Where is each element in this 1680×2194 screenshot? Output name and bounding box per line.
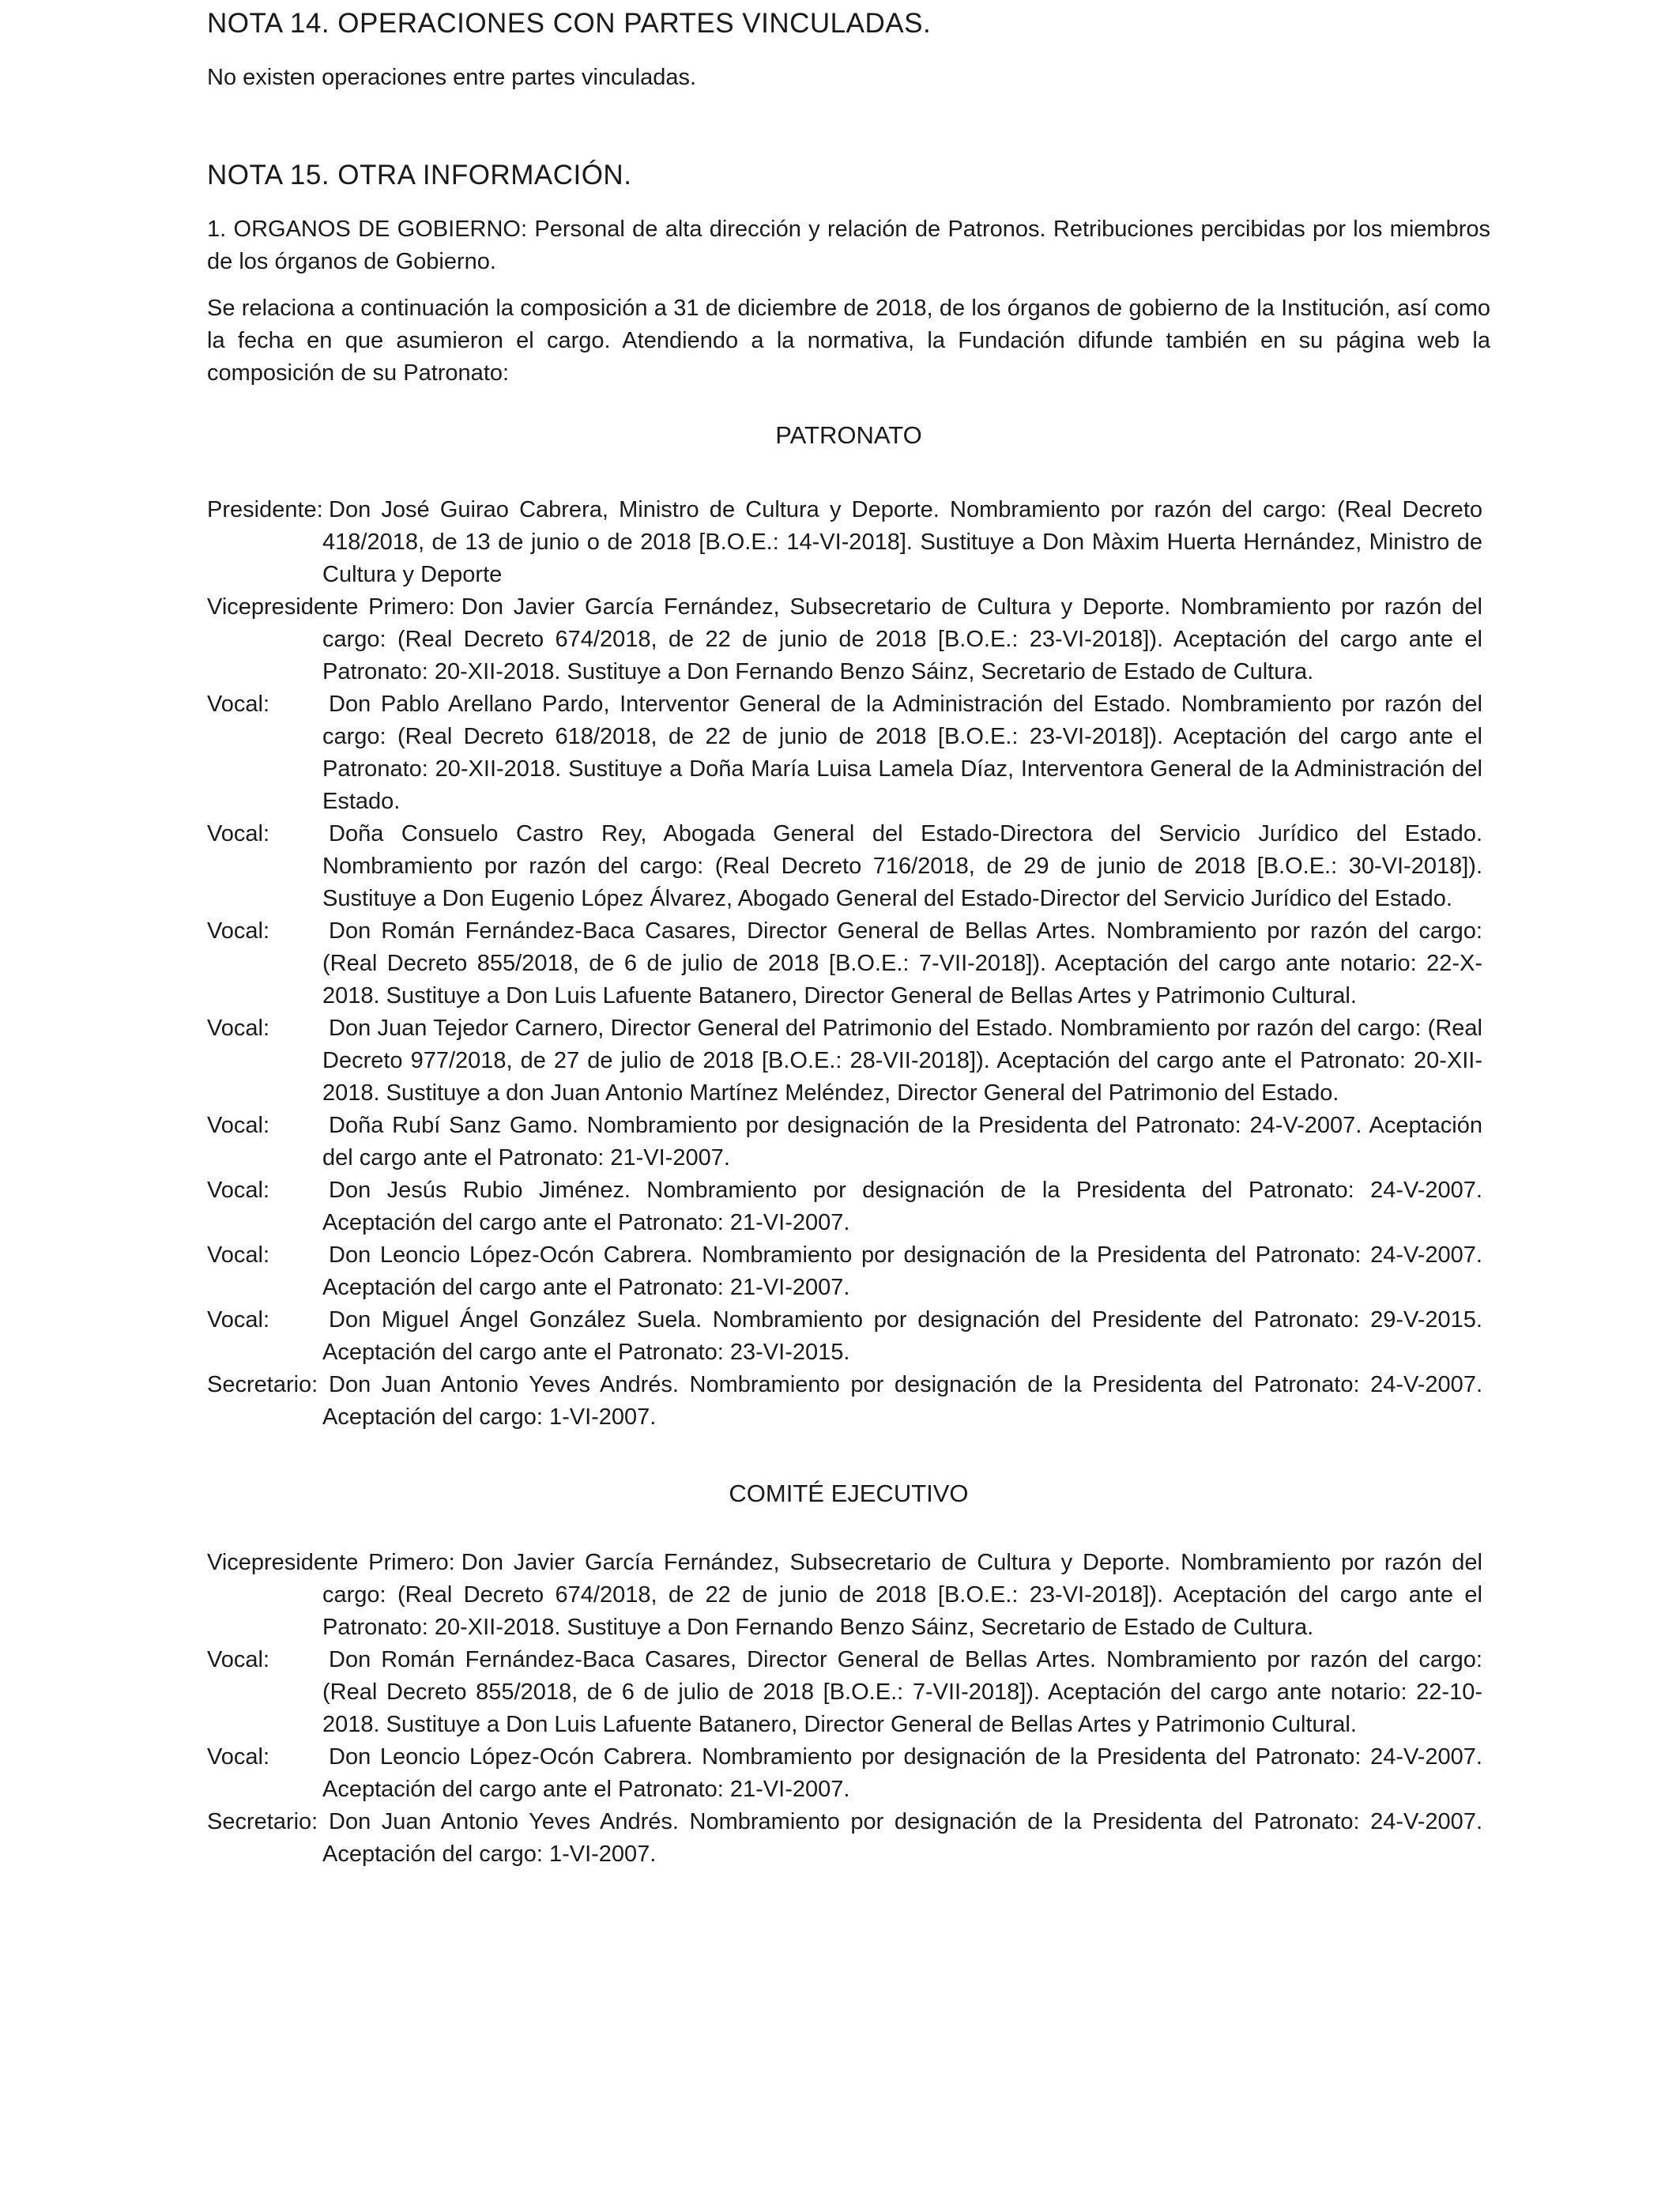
member-text: Don Román Fernández-Baca Casares, Director General de Bellas Artes. Nombramiento por razón del cargo: (Real Decreto 855/2018, de 6 de julio de 2018 [B.O.E.: 7-VII-2018]). Aceptación del cargo ante notario: 22-X-2018. Sustituye a Don Luis Lafuente Batanero, Director General de Bellas Artes y Patrimonio Cultural.: [322, 918, 1482, 1008]
member-text: Doña Rubí Sanz Gamo. Nombramiento por designación de la Presidenta del Patronato: 24-V-2007. Aceptación del cargo ante el Patronato: 21-VI-2007.: [322, 1113, 1482, 1171]
section1-heading: 1. ORGANOS DE GOBIERNO: Personal de alta dirección y relación de Patronos. Retribuciones percibidas por los miembros de los órganos de Gobierno.: [207, 217, 1490, 274]
member-role: Vocal:: [207, 1178, 269, 1203]
member-text: Don Miguel Ángel González Suela. Nombramiento por designación del Presidente del Patronato: 29-V-2015. Aceptación del cargo ante el Patronato: 23-VI-2015.: [322, 1307, 1482, 1365]
member-role: Vocal:: [207, 1016, 269, 1041]
member-text: Don Leoncio López-Ocón Cabrera. Nombramiento por designación de la Presidenta del Patronato: 24-V-2007. Aceptación del cargo ante el Patronato: 21-VI-2007.: [322, 1744, 1482, 1802]
member-entry: [207, 1304, 1482, 1369]
member-text: Don Román Fernández-Baca Casares, Director General de Bellas Artes. Nombramiento por razón del cargo: (Real Decreto 855/2018, de 6 de julio de 2018 [B.O.E.: 7-VII-2018]). Aceptación del cargo ante notario: 22-10-2018. Sustituye a Don Luis Lafuente Batanero, Director General de Bellas Artes y Patrimonio Cultural.: [322, 1647, 1482, 1737]
member-entry: [207, 1239, 1482, 1304]
member-role: Presidente:: [207, 497, 323, 522]
member-role: Vocal:: [207, 918, 269, 944]
member-text: Don Juan Antonio Yeves Andrés. Nombramiento por designación de la Presidenta del Patronato: 24-V-2007. Aceptación del cargo: 1-VI-2007.: [322, 1372, 1482, 1430]
nota15-heading: NOTA 15. OTRA INFORMACIÓN.: [207, 160, 632, 190]
member-entry: [207, 494, 1482, 591]
member-entry: [207, 1644, 1482, 1741]
member-entry: [207, 1174, 1482, 1239]
comite-title: COMITÉ EJECUTIVO: [729, 1480, 969, 1507]
member-entry: [207, 818, 1482, 915]
member-entry: [207, 1012, 1482, 1110]
nota14-heading: NOTA 14. OPERACIONES CON PARTES VINCULADAS.: [207, 8, 932, 39]
member-entry: [207, 591, 1482, 688]
member-entry: [207, 1741, 1482, 1806]
member-role: Vocal:: [207, 1647, 269, 1672]
member-text: Don Jesús Rubio Jiménez. Nombramiento por designación de la Presidenta del Patronato: 24-V-2007. Aceptación del cargo ante el Patronato: 21-VI-2007.: [322, 1178, 1482, 1235]
member-role: Vocal:: [207, 1113, 269, 1138]
member-role: Vocal:: [207, 1242, 269, 1268]
member-text: Don Pablo Arellano Pardo, Interventor General de la Administración del Estado. Nombramiento por razón del cargo: (Real Decreto 618/2018, de 22 de junio de 2018 [B.O.E.: 23-VI-2018]). Aceptación del cargo ante el Patronato: 20-XII-2018. Sustituye a Doña María Luisa Lamela Díaz, Interventora General de la Administración del Estado.: [322, 692, 1482, 814]
member-text: Don Juan Tejedor Carnero, Director General del Patrimonio del Estado. Nombramiento por razón del cargo: (Real Decreto 977/2018, de 27 de julio de 2018 [B.O.E.: 28-VII-2018]). Aceptación del cargo ante el Patronato: 20-XII-2018. Sustituye a don Juan Antonio Martínez Meléndez, Director General del Patrimonio del Estado.: [322, 1016, 1482, 1106]
member-text: Don Juan Antonio Yeves Andrés. Nombramiento por designación de la Presidenta del Patronato: 24-V-2007. Aceptación del cargo: 1-VI-2007.: [322, 1809, 1482, 1867]
member-entry: [207, 1110, 1482, 1174]
member-text: Doña Consuelo Castro Rey, Abogada General del Estado-Directora del Servicio Jurídico del Estado. Nombramiento por razón del cargo: (Real Decreto 716/2018, de 29 de junio de 2018 [B.O.E.: 30-VI-2018]). Sustituye a Don Eugenio López Álvarez, Abogado General del Estado-Director del Servicio Jurídico del Estado.: [322, 821, 1482, 911]
member-entry: [207, 688, 1482, 818]
member-role: Secretario:: [207, 1809, 318, 1834]
member-text: Don Javier García Fernández, Subsecretario de Cultura y Deporte. Nombramiento por razón del cargo: (Real Decreto 674/2018, de 22 de junio de 2018 [B.O.E.: 23-VI-2018]). Aceptación del cargo ante el Patronato: 20-XII-2018. Sustituye a Don Fernando Benzo Sáinz, Secretario de Estado de Cultura.: [322, 1550, 1482, 1640]
member-entry: [207, 1369, 1482, 1434]
member-text: Don José Guirao Cabrera, Ministro de Cultura y Deporte. Nombramiento por razón del cargo: (Real Decreto 418/2018, de 13 de junio o de 2018 [B.O.E.: 14-VI-2018]. Sustituye a Don Màxim Huerta Hernández, Ministro de Cultura y Deporte: [322, 497, 1482, 587]
member-entry: [207, 1547, 1482, 1644]
intro-paragraph: Se relaciona a continuación la composición a 31 de diciembre de 2018, de los órganos de gobierno de la Institución, así como la fecha en que asumieron el cargo. Atendiendo a la normativa, la Fundación difunde también en su página web la composición de su Patronato:: [207, 296, 1490, 386]
member-entry: [207, 1806, 1482, 1871]
member-role: Vocal:: [207, 1307, 269, 1333]
member-text: Don Javier García Fernández, Subsecretario de Cultura y Deporte. Nombramiento por razón del cargo: (Real Decreto 674/2018, de 22 de junio de 2018 [B.O.E.: 23-VI-2018]). Aceptación del cargo ante el Patronato: 20-XII-2018. Sustituye a Don Fernando Benzo Sáinz, Secretario de Estado de Cultura.: [322, 594, 1482, 684]
member-role: Vicepresidente Primero:: [207, 1550, 455, 1575]
patronato-title: PATRONATO: [775, 421, 922, 449]
member-entry: [207, 915, 1482, 1012]
nota14-text: No existen operaciones entre partes vinculadas.: [207, 65, 697, 90]
member-role: Vocal:: [207, 821, 269, 846]
member-role: Vocal:: [207, 1744, 269, 1770]
member-role: Secretario:: [207, 1372, 318, 1397]
member-text: Don Leoncio López-Ocón Cabrera. Nombramiento por designación de la Presidenta del Patronato: 24-V-2007. Aceptación del cargo ante el Patronato: 21-VI-2007.: [322, 1242, 1482, 1300]
member-role: Vocal:: [207, 692, 269, 717]
member-role: Vicepresidente Primero:: [207, 594, 455, 620]
